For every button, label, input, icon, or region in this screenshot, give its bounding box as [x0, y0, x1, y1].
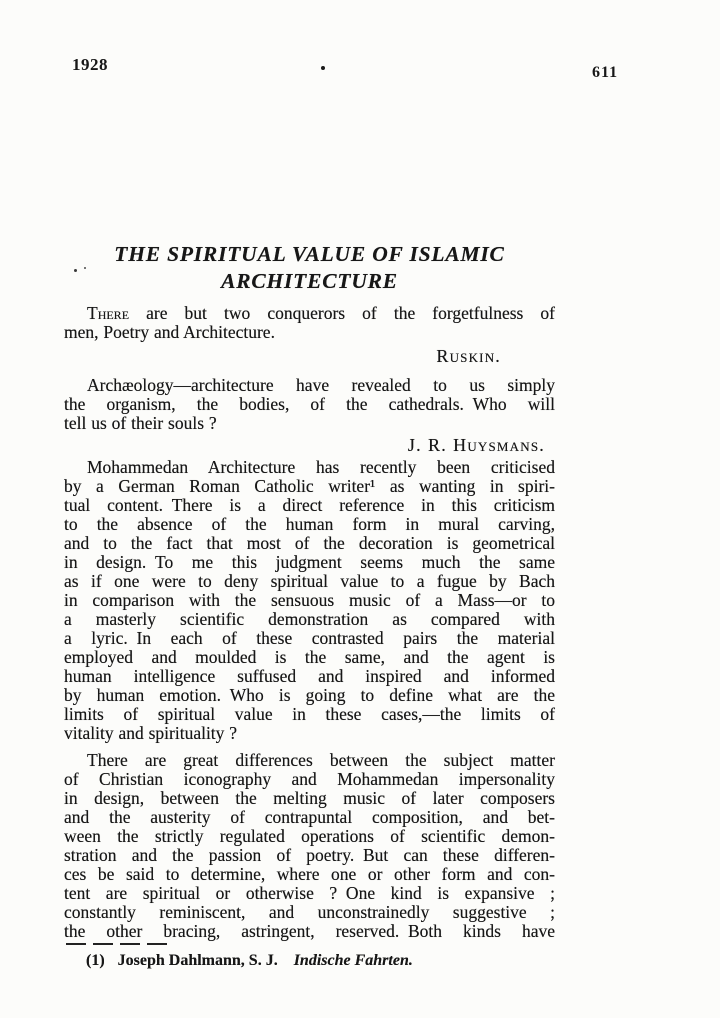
- text-line: as if one were to deny spiritual value to a fugue by Bach: [64, 571, 555, 591]
- text-line: a lyric. In each of these contrasted pairs the material: [64, 628, 555, 648]
- epigraph-huysmans: [64, 376, 555, 433]
- text-line: stration and the passion of poetry. But can these differen-: [64, 845, 555, 865]
- text-line: in comparison with the sensuous music of a Mass—or to: [64, 590, 555, 610]
- running-head-year: 1928: [72, 55, 108, 74]
- text-line: and to the fact that most of the decoration is geometrical: [64, 533, 555, 553]
- article-title: [64, 241, 555, 295]
- page-number: 611: [592, 64, 619, 81]
- lead-word-smallcaps: There: [87, 303, 130, 323]
- text-line: human intelligence suffused and inspired and informed: [64, 666, 555, 686]
- body-paragraph-1: [64, 458, 555, 743]
- footnote-rule: [66, 943, 170, 945]
- text-line: There are but two conquerors of the forgetfulness of: [87, 303, 555, 323]
- text-line: limits of spiritual value in these cases,—the limits of: [64, 704, 555, 724]
- text-line: employed and moulded is the same, and the agent is: [64, 647, 555, 667]
- ink-dot: [321, 66, 325, 70]
- epigraph-attribution-ruskin: Ruskin.: [436, 346, 501, 366]
- footnote-author: Joseph Dahlmann, S. J.: [117, 952, 278, 969]
- body-paragraph-2: [64, 751, 555, 941]
- text-line: in design, between the melting music of later composers: [64, 788, 555, 808]
- footnote-work-title: Indische Fahrten.: [293, 952, 413, 969]
- text-line: and the austerity of contrapuntal composition, and bet-: [64, 807, 555, 827]
- epigraph-attribution-huysmans: J. R. Huysmans.: [407, 435, 545, 455]
- text-line: the organism, the bodies, of the cathedrals. Who will: [64, 394, 555, 414]
- text-line: vitality and spirituality ?: [64, 723, 238, 743]
- text-line: in design. To me this judgment seems much the same: [64, 552, 555, 572]
- text-line: men, Poetry and Architecture.: [64, 322, 275, 342]
- text-line: by a German Roman Catholic writer¹ as wanting in spiri-: [64, 476, 555, 496]
- article-title-line-1: THE SPIRITUAL VALUE OF ISLAMIC: [114, 242, 505, 266]
- footnote: [64, 951, 555, 970]
- text-line: a masterly scientific demonstration as compared with: [64, 609, 555, 629]
- article-title-line-2: ARCHITECTURE: [221, 269, 398, 293]
- text-line: Mohammedan Architecture has recently been criticised: [87, 457, 555, 477]
- text-line: of Christian iconography and Mohammedan impersonality: [64, 769, 555, 789]
- text-line: ween the strictly regulated operations of scientific demon-: [64, 826, 555, 846]
- text-line: There are great differences between the subject matter: [87, 750, 555, 770]
- footnote-marker: (1): [86, 952, 105, 969]
- text-line: tell us of their souls ?: [64, 413, 217, 433]
- text-line: tual content. There is a direct reference in this criticism: [64, 495, 555, 515]
- text-line: tent are spiritual or otherwise ? One kind is expansive ;: [64, 883, 555, 903]
- text-line: ces be said to determine, where one or other form and con-: [64, 864, 555, 884]
- text-line: to the absence of the human form in mural carving,: [64, 514, 555, 534]
- text-line: constantly reminiscent, and unconstrainedly suggestive ;: [64, 902, 555, 922]
- text-line: by human emotion. Who is going to define what are the: [64, 685, 555, 705]
- text-line: the other bracing, astringent, reserved. Both kinds have: [64, 921, 555, 941]
- text-line: Archæology—architecture have revealed to us simply: [87, 375, 555, 395]
- epigraph-ruskin: [64, 304, 555, 342]
